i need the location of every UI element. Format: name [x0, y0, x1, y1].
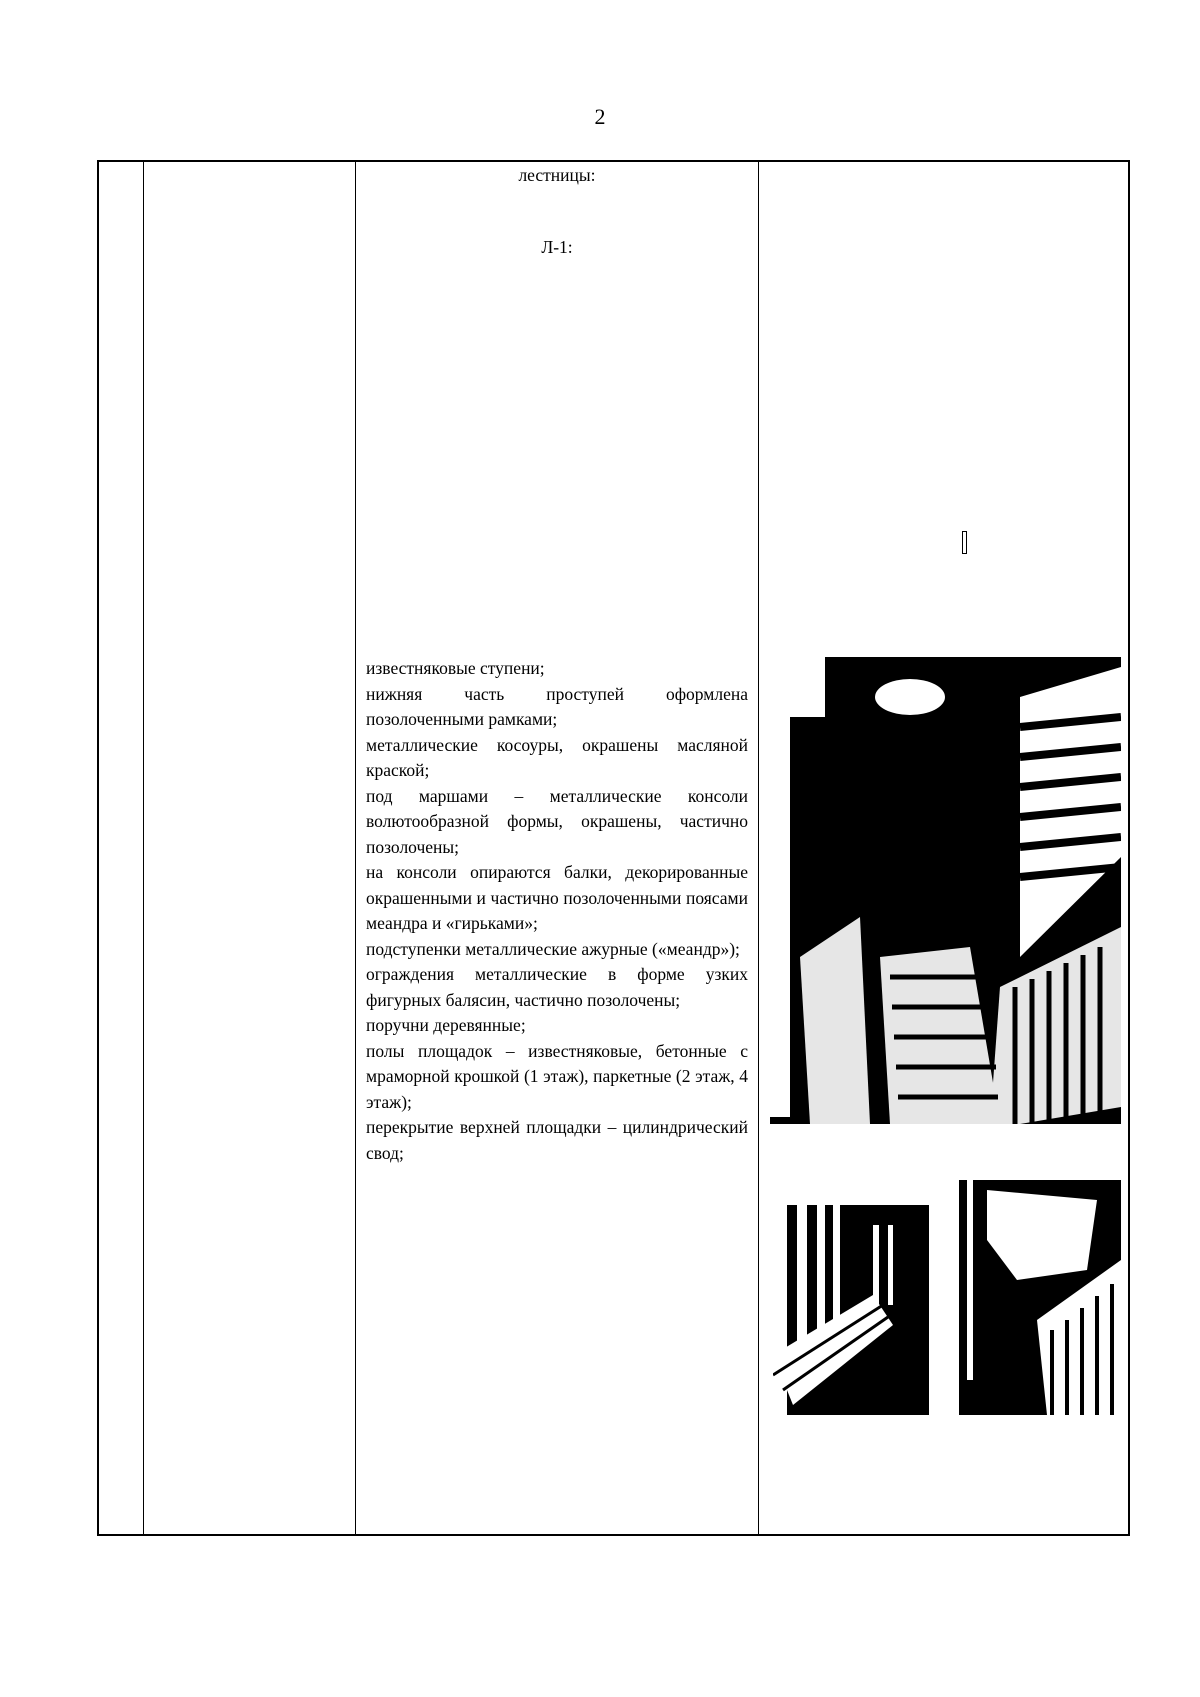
column-divider-2 [355, 162, 356, 1534]
heading-l1: Л-1: [541, 237, 573, 257]
description-paragraph: поручни деревянные; [366, 1015, 526, 1035]
description-paragraph: подступенки металлические ажурные («меандр»); [366, 938, 740, 959]
description-paragraph: ограждения металлические в форме узких фигурных балясин, частично позолочены; [366, 964, 748, 1010]
description-paragraph: на консоли опираются балки, декорированные окрашенными и частично позолоченными поясами меандра и «гирьками»; [366, 862, 748, 933]
description-paragraph: известняковые ступени; [366, 658, 545, 678]
column-divider-1 [143, 162, 144, 1534]
column-divider-3 [758, 162, 759, 1534]
page-number: 2 [594, 104, 606, 129]
description-paragraph: нижняя часть проступей оформлена позолоченными рамками; [366, 683, 748, 729]
description-paragraph: полы площадок – известняковые, бетонные с мраморной крошкой (1 этаж), паркетные (2 этаж, 4 этаж); [366, 1040, 748, 1112]
description-text [366, 656, 748, 1166]
description-paragraph: под маршами – металлические консоли волютообразной формы, окрашены, частично позолочены; [366, 785, 748, 857]
heading-stairs: лестницы: [518, 165, 596, 185]
staircase-photo-bottom-left [773, 1205, 929, 1415]
staircase-photo-main [770, 657, 1121, 1124]
description-paragraph: перекрытие верхней площадки – цилиндрический свод; [366, 1117, 748, 1163]
description-paragraph: металлические косоуры, окрашены масляной краской; [366, 734, 748, 780]
staircase-photo-bottom-right [947, 1180, 1121, 1415]
small-frame-mark [962, 531, 967, 554]
